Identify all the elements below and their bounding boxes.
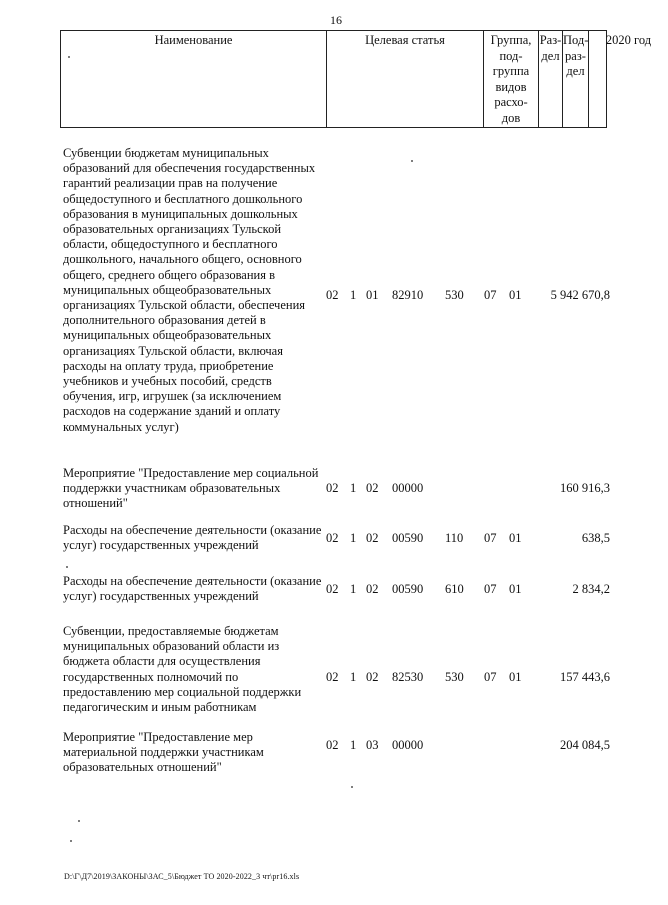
header-target (327, 31, 484, 127)
row-code-direction: 82530 (392, 670, 424, 684)
row-amount: 204 084,5 (560, 738, 610, 752)
row-code-subprogram: 1 (350, 481, 357, 495)
row-group: 110 (445, 531, 464, 545)
row-code-subprogram: 1 (350, 738, 357, 752)
header-group-line: под- (499, 48, 523, 63)
scan-speck (70, 840, 72, 842)
row-code-main: 02 (366, 582, 379, 596)
row-code-subprogram: 1 (350, 288, 357, 302)
header-razdel-line: Раз- (539, 33, 562, 47)
row-code-main: 01 (366, 288, 379, 302)
row-podrazdel: 01 (509, 531, 522, 545)
row-name: Мероприятие "Предоставление мер социальной поддержки участникам образовательных отношений" (63, 466, 319, 511)
page-number: 16 (330, 13, 342, 27)
scan-speck (351, 786, 353, 788)
row-group: 530 (445, 670, 464, 684)
row-amount: 157 443,6 (560, 670, 610, 684)
row-code-direction: 00590 (392, 531, 424, 545)
header-group-line: расхо- (494, 95, 528, 109)
header-name (61, 31, 327, 127)
row-code-direction: 82910 (392, 288, 424, 302)
row-name: Субвенции, предоставляемые бюджетам муниципальных образований области из бюджета области для осуществления государственных полномочий по предоставлению мер социальной поддержки педагогическим и иным работникам (63, 624, 302, 715)
file-path-footer: D:\Г\Д7\2019\ЗАКОНЫ\ЗАС_5\Бюджет ТО 2020-2022_3 чт\pr16.xls (64, 872, 300, 881)
row-podrazdel: 01 (509, 670, 522, 684)
scan-speck (68, 56, 70, 58)
header-group-line: группа (492, 64, 530, 78)
row-code-program: 02 (326, 738, 339, 752)
header-podrazdel (563, 31, 589, 127)
row-code-subprogram: 1 (350, 670, 357, 684)
row-podrazdel: 01 (509, 288, 522, 302)
header-razdel-line: дел (541, 48, 560, 63)
row-razdel: 07 (484, 582, 497, 596)
row-amount: 638,5 (581, 531, 610, 545)
row-code-program: 02 (326, 531, 339, 545)
header-year-label: 2020 год (605, 33, 652, 47)
scan-speck (78, 820, 80, 822)
row-name: Мероприятие "Предоставление мер материальной поддержки участникам образовательных отношений" (63, 730, 264, 775)
header-group-line: видов (495, 79, 527, 94)
row-amount: 160 916,3 (560, 481, 610, 495)
row-code-direction: 00590 (392, 582, 424, 596)
header-group (484, 31, 539, 127)
row-razdel: 07 (484, 288, 497, 302)
header-target-label: Целевая статья (365, 33, 445, 47)
scan-speck (66, 566, 68, 568)
header-podrazdel-line: дел (566, 64, 585, 78)
row-code-main: 03 (366, 738, 379, 752)
row-code-program: 02 (326, 670, 339, 684)
row-name: Субвенции бюджетам муниципальных образований для обеспечения государственных гарантий реализации прав на получение общедоступного и бесплатного дошкольного образования в муниципальных дошкольных образовательных организациях Тульской области, общедоступного и бесплатного дошкольного, начального общего, основного общего, среднего общего образования в муниципальных общеобразовательных организациях Тульской области, обеспечения дополнительного образования детей в муниципальных общеобразовательных организациях Тульской области, включая расходы на оплату труда, приобретение учебников и учебных пособий, средств обучения, игр, игрушек (за исключением расходов на содержание зданий и оплату коммунальных услуг) (63, 146, 316, 434)
row-code-program: 02 (326, 582, 339, 596)
row-group: 530 (445, 288, 464, 302)
row-name: Расходы на обеспечение деятельности (оказание услуг) государственных учреждений (63, 574, 322, 604)
row-podrazdel: 01 (509, 582, 522, 596)
row-amount: 5 942 670,8 (550, 288, 610, 302)
header-razdel (539, 31, 563, 127)
row-name: Расходы на обеспечение деятельности (оказание услуг) государственных учреждений (63, 523, 322, 553)
row-group: 610 (445, 582, 464, 596)
row-amount: 2 834,2 (572, 582, 610, 596)
row-razdel: 07 (484, 531, 497, 545)
header-podrazdel-line: Под- (563, 33, 589, 47)
row-code-direction: 00000 (392, 738, 424, 752)
header-year (589, 31, 668, 127)
row-code-program: 02 (326, 481, 339, 495)
row-code-direction: 00000 (392, 481, 424, 495)
row-code-program: 02 (326, 288, 339, 302)
row-code-subprogram: 1 (350, 582, 357, 596)
row-code-subprogram: 1 (350, 531, 357, 545)
header-group-line: Группа, (490, 33, 532, 47)
header-podrazdel-line: раз- (565, 48, 586, 63)
header-group-line: дов (501, 110, 521, 125)
scan-speck (411, 160, 413, 162)
row-code-main: 02 (366, 670, 379, 684)
row-razdel: 07 (484, 670, 497, 684)
row-code-main: 02 (366, 481, 379, 495)
header-name-label: Наименование (154, 33, 233, 47)
row-code-main: 02 (366, 531, 379, 545)
table-header (60, 30, 652, 128)
